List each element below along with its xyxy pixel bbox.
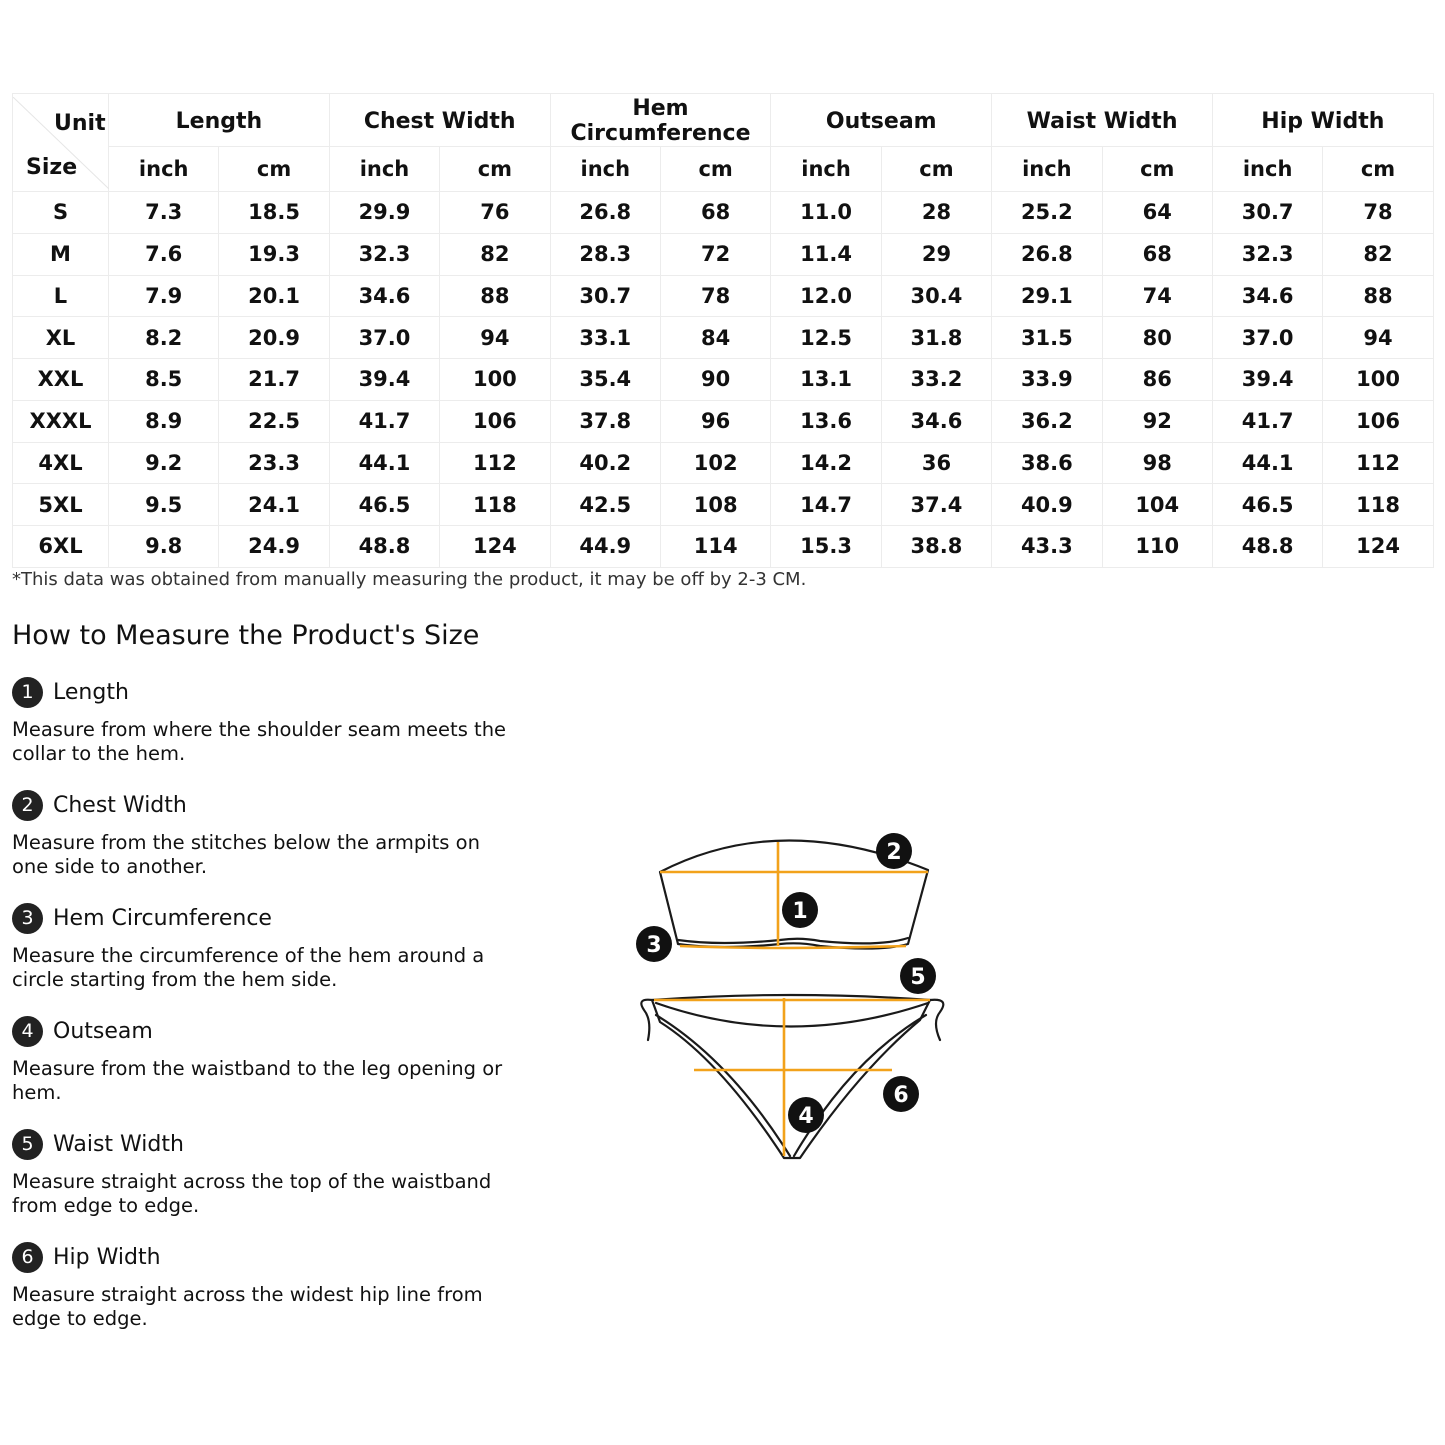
table-row — [13, 233, 1434, 275]
badge-4 — [788, 1097, 824, 1133]
left-tie — [641, 1000, 652, 1040]
unit-header-inch: inch — [329, 147, 439, 192]
table-cell: 35.4 — [550, 359, 660, 401]
table-cell: 32.3 — [329, 233, 439, 275]
table-cell: 23.3 — [219, 442, 329, 484]
table-cell: 33.9 — [992, 359, 1102, 401]
table-cell: 110 — [1102, 526, 1212, 568]
step-description: Measure straight across the widest hip line from edge to edge. — [12, 1283, 483, 1330]
table-cell: 118 — [1323, 484, 1433, 526]
table-cell: 15.3 — [771, 526, 881, 568]
table-cell: 9.2 — [109, 442, 219, 484]
table-row — [13, 317, 1434, 359]
size-cell: L — [13, 275, 109, 317]
table-cell: 92 — [1102, 400, 1212, 442]
table-cell: 31.5 — [992, 317, 1102, 359]
table-cell: 88 — [1323, 275, 1433, 317]
table-cell: 7.9 — [109, 275, 219, 317]
table-cell: 14.7 — [771, 484, 881, 526]
table-corner-header — [13, 94, 109, 192]
right-tie — [930, 1000, 943, 1040]
step-waist-width — [12, 1128, 532, 1218]
size-cell: 4XL — [13, 442, 109, 484]
size-cell: XXL — [13, 359, 109, 401]
table-cell: 48.8 — [1212, 526, 1322, 568]
unit-header-cm: cm — [1102, 147, 1212, 192]
bikini-measurement-diagram — [620, 820, 960, 1170]
table-row — [13, 442, 1434, 484]
unit-header-inch: inch — [109, 147, 219, 192]
table-cell: 76 — [440, 192, 550, 234]
bottom-leg-seam-left — [656, 1015, 790, 1156]
group-header-length: Length — [109, 94, 330, 147]
table-cell: 24.9 — [219, 526, 329, 568]
table-cell: 37.4 — [881, 484, 991, 526]
table-row — [13, 400, 1434, 442]
table-cell: 34.6 — [881, 400, 991, 442]
table-cell: 46.5 — [329, 484, 439, 526]
table-cell: 96 — [660, 400, 770, 442]
table-cell: 68 — [1102, 233, 1212, 275]
step-title: Length — [53, 679, 129, 705]
table-cell: 114 — [660, 526, 770, 568]
step-description: Measure the circumference of the hem around a circle starting from the hem side. — [12, 944, 485, 991]
table-row — [13, 192, 1434, 234]
table-cell: 36.2 — [992, 400, 1102, 442]
group-header-waist-width: Waist Width — [992, 94, 1213, 147]
table-cell: 28.3 — [550, 233, 660, 275]
table-row — [13, 526, 1434, 568]
table-cell: 11.0 — [771, 192, 881, 234]
unit-header-inch: inch — [992, 147, 1102, 192]
table-cell: 90 — [660, 359, 770, 401]
table-cell: 12.5 — [771, 317, 881, 359]
table-cell: 37.0 — [329, 317, 439, 359]
table-cell: 37.0 — [1212, 317, 1322, 359]
table-cell: 8.5 — [109, 359, 219, 401]
table-cell: 82 — [1323, 233, 1433, 275]
table-cell: 98 — [1102, 442, 1212, 484]
group-header-hip-width: Hip Width — [1212, 94, 1433, 147]
table-cell: 104 — [1102, 484, 1212, 526]
step-number-badge: 4 — [12, 1016, 43, 1047]
table-cell: 94 — [440, 317, 550, 359]
table-cell: 34.6 — [1212, 275, 1322, 317]
badge-6 — [883, 1076, 919, 1112]
table-cell: 7.3 — [109, 192, 219, 234]
table-cell: 12.0 — [771, 275, 881, 317]
size-label: Size — [26, 154, 78, 180]
table-cell: 33.1 — [550, 317, 660, 359]
table-cell: 39.4 — [329, 359, 439, 401]
unit-header-inch: inch — [771, 147, 881, 192]
table-cell: 94 — [1323, 317, 1433, 359]
unit-header-cm: cm — [440, 147, 550, 192]
step-outseam — [12, 1015, 532, 1105]
size-cell: M — [13, 233, 109, 275]
group-header-chest-width: Chest Width — [329, 94, 550, 147]
table-cell: 14.2 — [771, 442, 881, 484]
size-cell: XL — [13, 317, 109, 359]
step-chest-width — [12, 789, 532, 879]
table-cell: 78 — [660, 275, 770, 317]
step-description: Measure from where the shoulder seam meets the collar to the hem. — [12, 718, 507, 765]
table-cell: 78 — [1323, 192, 1433, 234]
table-cell: 112 — [1323, 442, 1433, 484]
table-cell: 30.7 — [550, 275, 660, 317]
size-cell: 6XL — [13, 526, 109, 568]
unit-header-row — [13, 147, 1434, 192]
table-cell: 8.9 — [109, 400, 219, 442]
table-cell: 32.3 — [1212, 233, 1322, 275]
table-cell: 7.6 — [109, 233, 219, 275]
unit-header-cm: cm — [1323, 147, 1433, 192]
step-description: Measure from the waistband to the leg opening or hem. — [12, 1057, 503, 1104]
size-cell: S — [13, 192, 109, 234]
table-row — [13, 359, 1434, 401]
table-cell: 68 — [660, 192, 770, 234]
svg-text:1: 1 — [792, 899, 808, 924]
table-cell: 102 — [660, 442, 770, 484]
step-hem-circumference — [12, 902, 532, 992]
table-cell: 118 — [440, 484, 550, 526]
step-number-badge: 1 — [12, 677, 43, 708]
table-cell: 8.2 — [109, 317, 219, 359]
svg-text:5: 5 — [910, 965, 926, 990]
size-cell: XXXL — [13, 400, 109, 442]
table-cell: 38.6 — [992, 442, 1102, 484]
unit-header-cm: cm — [219, 147, 329, 192]
svg-text:3: 3 — [646, 933, 662, 958]
table-cell: 31.8 — [881, 317, 991, 359]
group-header-outseam: Outseam — [771, 94, 992, 147]
bottom-waistband-curve — [656, 1003, 928, 1027]
table-cell: 108 — [660, 484, 770, 526]
step-description: Measure from the stitches below the armpits on one side to another. — [12, 831, 480, 878]
hem-line — [680, 946, 906, 948]
table-cell: 34.6 — [329, 275, 439, 317]
table-cell: 29 — [881, 233, 991, 275]
step-title: Hem Circumference — [53, 905, 272, 931]
table-cell: 106 — [1323, 400, 1433, 442]
badge-5 — [900, 958, 936, 994]
step-number-badge: 3 — [12, 903, 43, 934]
unit-header-cm: cm — [660, 147, 770, 192]
table-cell: 46.5 — [1212, 484, 1322, 526]
step-number-badge: 5 — [12, 1129, 43, 1160]
table-cell: 9.8 — [109, 526, 219, 568]
table-cell: 106 — [440, 400, 550, 442]
group-header-hem-circumference: Hem Circumference — [550, 94, 771, 147]
table-cell: 13.6 — [771, 400, 881, 442]
table-cell: 11.4 — [771, 233, 881, 275]
table-cell: 26.8 — [550, 192, 660, 234]
table-cell: 38.8 — [881, 526, 991, 568]
table-cell: 84 — [660, 317, 770, 359]
svg-text:4: 4 — [798, 1104, 814, 1129]
table-cell: 28 — [881, 192, 991, 234]
table-cell: 39.4 — [1212, 359, 1322, 401]
table-cell: 40.2 — [550, 442, 660, 484]
step-title: Waist Width — [53, 1131, 184, 1157]
table-cell: 41.7 — [329, 400, 439, 442]
table-cell: 88 — [440, 275, 550, 317]
measurement-note: *This data was obtained from manually measuring the product, it may be off by 2-3 CM. — [12, 569, 807, 590]
table-cell: 72 — [660, 233, 770, 275]
step-title: Outseam — [53, 1018, 153, 1044]
step-title: Hip Width — [53, 1244, 161, 1270]
table-cell: 30.7 — [1212, 192, 1322, 234]
table-cell: 44.1 — [1212, 442, 1322, 484]
table-cell: 124 — [1323, 526, 1433, 568]
table-cell: 22.5 — [219, 400, 329, 442]
svg-text:2: 2 — [886, 840, 902, 865]
table-cell: 44.9 — [550, 526, 660, 568]
table-cell: 30.4 — [881, 275, 991, 317]
table-cell: 41.7 — [1212, 400, 1322, 442]
size-cell: 5XL — [13, 484, 109, 526]
table-cell: 24.1 — [219, 484, 329, 526]
table-cell: 64 — [1102, 192, 1212, 234]
table-cell: 21.7 — [219, 359, 329, 401]
unit-header-inch: inch — [550, 147, 660, 192]
table-cell: 37.8 — [550, 400, 660, 442]
table-cell: 18.5 — [219, 192, 329, 234]
unit-header-inch: inch — [1212, 147, 1322, 192]
table-cell: 13.1 — [771, 359, 881, 401]
table-cell: 44.1 — [329, 442, 439, 484]
table-row — [13, 484, 1434, 526]
badge-1 — [782, 892, 818, 928]
table-cell: 80 — [1102, 317, 1212, 359]
table-cell: 112 — [440, 442, 550, 484]
step-title: Chest Width — [53, 792, 187, 818]
table-row — [13, 275, 1434, 317]
table-cell: 20.9 — [219, 317, 329, 359]
table-cell: 36 — [881, 442, 991, 484]
svg-text:6: 6 — [893, 1083, 909, 1108]
size-chart-table — [12, 93, 1434, 568]
table-body — [13, 192, 1434, 568]
table-cell: 43.3 — [992, 526, 1102, 568]
table-cell: 82 — [440, 233, 550, 275]
badge-3 — [636, 926, 672, 962]
howto-title: How to Measure the Product's Size — [12, 620, 480, 651]
step-number-badge: 2 — [12, 790, 43, 821]
table-cell: 25.2 — [992, 192, 1102, 234]
step-hip-width — [12, 1241, 532, 1331]
table-cell: 29.1 — [992, 275, 1102, 317]
table-cell: 20.1 — [219, 275, 329, 317]
table-cell: 48.8 — [329, 526, 439, 568]
badge-2 — [876, 833, 912, 869]
step-number-badge: 6 — [12, 1242, 43, 1273]
table-cell: 86 — [1102, 359, 1212, 401]
step-length — [12, 676, 532, 766]
bottom-piece-outline — [652, 995, 930, 1158]
unit-header-cm: cm — [881, 147, 991, 192]
table-cell: 9.5 — [109, 484, 219, 526]
step-description: Measure straight across the top of the waistband from edge to edge. — [12, 1170, 492, 1217]
table-cell: 26.8 — [992, 233, 1102, 275]
table-cell: 29.9 — [329, 192, 439, 234]
table-cell: 100 — [440, 359, 550, 401]
table-cell: 19.3 — [219, 233, 329, 275]
unit-label: Unit — [54, 110, 106, 136]
table-cell: 42.5 — [550, 484, 660, 526]
table-cell: 100 — [1323, 359, 1433, 401]
table-cell: 74 — [1102, 275, 1212, 317]
table-cell: 33.2 — [881, 359, 991, 401]
table-cell: 40.9 — [992, 484, 1102, 526]
table-cell: 124 — [440, 526, 550, 568]
